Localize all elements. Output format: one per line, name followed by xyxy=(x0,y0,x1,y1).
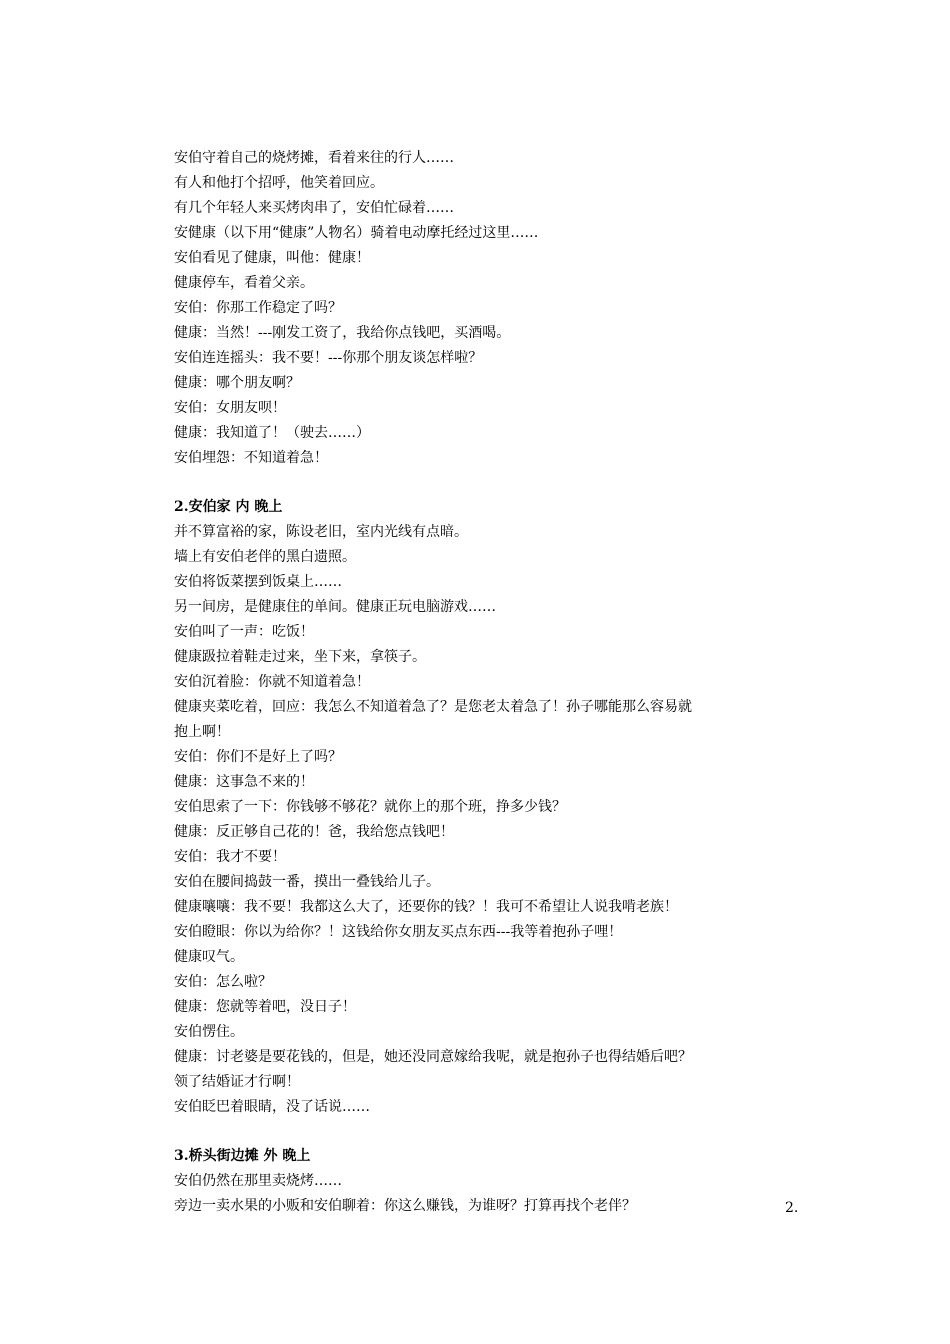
scene-heading: 2.安伯家 内 晚上 xyxy=(174,499,283,515)
script-line: 健康：反正够自己花的！爸，我给您点钱吧！ xyxy=(174,824,454,840)
script-line: 安伯叫了一声：吃饭！ xyxy=(174,624,314,640)
script-line: 健康：您就等着吧，没日子！ xyxy=(174,999,356,1015)
script-line: 安伯在腰间捣鼓一番，摸出一叠钱给儿子。 xyxy=(174,874,440,890)
script-line: 安伯眨巴着眼睛，没了话说…… xyxy=(174,1099,370,1115)
script-line: 安伯：怎么啦？ xyxy=(174,974,272,990)
script-line: 健康趿拉着鞋走过来，坐下来，拿筷子。 xyxy=(174,649,426,665)
script-line: 安健康（以下用“健康”人物名）骑着电动摩托经过这里…… xyxy=(174,225,539,241)
script-line: 抱上啊！ xyxy=(174,724,230,740)
script-line: 墙上有安伯老伴的黑白遗照。 xyxy=(174,549,356,565)
script-line: 安伯：你那工作稳定了吗？ xyxy=(174,300,342,316)
script-line: 健康：这事急不来的！ xyxy=(174,774,314,790)
script-line: 健康：我知道了！（驶去……） xyxy=(174,425,370,441)
script-line: 并不算富裕的家，陈设老旧，室内光线有点暗。 xyxy=(174,524,468,540)
script-line: 健康停车，看着父亲。 xyxy=(174,275,314,291)
scene-2 xyxy=(174,495,814,1120)
script-line: 健康：哪个朋友啊？ xyxy=(174,375,300,391)
script-line: 另一间房，是健康住的单间。健康正玩电脑游戏…… xyxy=(174,599,496,615)
script-line: 健康：讨老婆是要花钱的，但是，她还没同意嫁给我呢，就是抱孙子也得结婚后吧？ xyxy=(174,1049,692,1065)
script-line: 健康夹菜吃着，回应：我怎么不知道着急了？是您老太着急了！孙子哪能那么容易就 xyxy=(174,699,692,715)
script-line: 安伯愣住。 xyxy=(174,1024,244,1040)
script-line: 安伯：女朋友呗！ xyxy=(174,400,286,416)
script-line: 有人和他打个招呼，他笑着回应。 xyxy=(174,175,384,191)
page-number: 2. xyxy=(785,1200,799,1216)
script-line: 健康嚷嚷：我不要！我都这么大了，还要你的钱？！我可不希望让人说我啃老族！ xyxy=(174,899,678,915)
script-line: 安伯将饭菜摆到饭桌上…… xyxy=(174,574,342,590)
scene-heading: 3.桥头街边摊 外 晚上 xyxy=(174,1148,311,1164)
script-line: 安伯思索了一下：你钱够不够花？就你上的那个班，挣多少钱？ xyxy=(174,799,566,815)
script-line: 领了结婚证才行啊！ xyxy=(174,1074,300,1090)
script-line: 健康：当然！---刚发工资了，我给你点钱吧，买酒喝。 xyxy=(174,325,511,341)
script-line: 安伯守着自己的烧烤摊，看着来往的行人…… xyxy=(174,150,454,166)
script-line: 有几个年轻人来买烤肉串了，安伯忙碌着…… xyxy=(174,200,454,216)
scene-3 xyxy=(174,1144,814,1219)
section-gap xyxy=(174,1120,814,1144)
script-line: 健康叹气。 xyxy=(174,949,244,965)
script-line: 安伯瞪眼：你以为给你？！这钱给你女朋友买点东西---我等着抱孙子哩！ xyxy=(174,924,623,940)
script-body xyxy=(174,146,814,1219)
script-line: 安伯埋怨：不知道着急！ xyxy=(174,450,328,466)
script-line: 安伯：我才不要！ xyxy=(174,849,286,865)
section-gap xyxy=(174,471,814,495)
script-line: 安伯仍然在那里卖烧烤…… xyxy=(174,1173,342,1189)
script-line: 安伯沉着脸：你就不知道着急！ xyxy=(174,674,370,690)
scene-1 xyxy=(174,146,814,471)
script-line: 安伯看见了健康，叫他：健康！ xyxy=(174,250,370,266)
script-line: 安伯：你们不是好上了吗？ xyxy=(174,749,342,765)
script-line: 安伯连连摇头：我不要！---你那个朋友谈怎样啦？ xyxy=(174,350,483,366)
script-line: 旁边一卖水果的小贩和安伯聊着：你这么赚钱，为谁呀？打算再找个老伴？ xyxy=(174,1198,636,1214)
